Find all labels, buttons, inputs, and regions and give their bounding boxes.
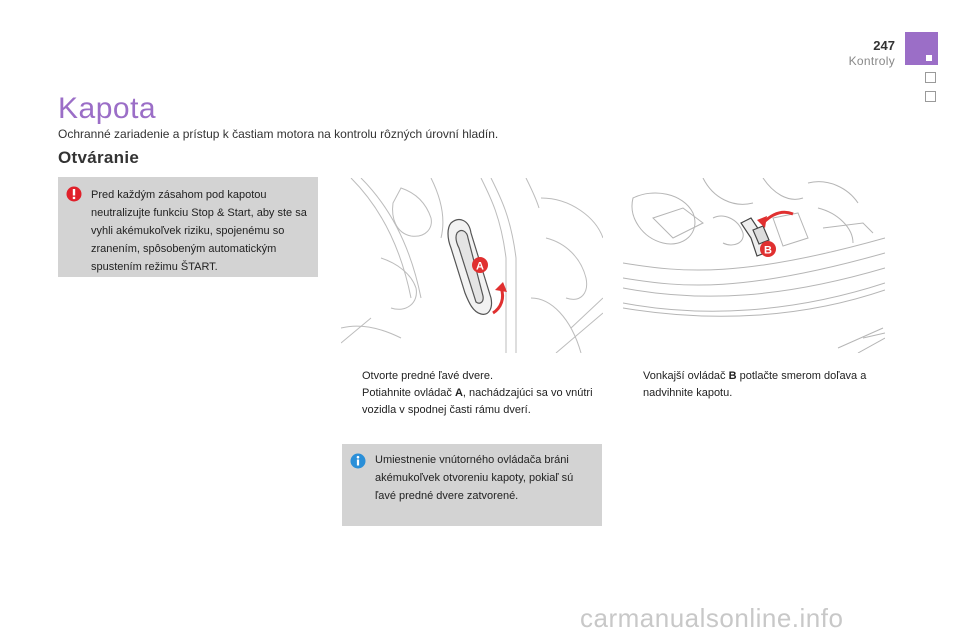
section-name: Kontroly bbox=[848, 54, 895, 68]
step-text: potlačte smerom doľava a nadvihnite kapotu. bbox=[643, 370, 867, 399]
section-tab[interactable] bbox=[925, 72, 936, 83]
control-label: A bbox=[454, 387, 463, 399]
info-text: Umiestnenie vnútorného ovládača bráni akémukoľvek otvoreniu kapoty, pokiaľ sú ľavé predné dvere zatvorené. bbox=[375, 454, 574, 502]
callout-b-label: B bbox=[764, 244, 772, 257]
section-tab-active[interactable] bbox=[905, 32, 938, 65]
door-frame-illustration bbox=[341, 178, 603, 353]
step-text: Vonkajší ovládač bbox=[643, 370, 729, 382]
step-text: Potiahnite ovládač bbox=[362, 387, 455, 399]
section-tab[interactable] bbox=[925, 91, 936, 102]
steps-list-b bbox=[623, 368, 883, 402]
steps-list-a bbox=[342, 368, 602, 419]
step-text: , nachádzajúci sa vo vnútri vozidla v spodnej časti rámu dverí. bbox=[362, 387, 593, 416]
watermark: carmanualsonline.info bbox=[580, 603, 844, 633]
page-number: 247 bbox=[873, 38, 895, 53]
section-heading: Otváranie bbox=[58, 148, 140, 167]
list-item bbox=[623, 368, 883, 402]
warning-text: Pred každým zásahom pod kapotou neutralizujte funkciu Stop & Start, aby ste sa vyhli akémukoľvek riziku, spojenému so zranením, spôsobeným automatickým spustením režimu ŠTART. bbox=[91, 189, 307, 273]
step-text: Otvorte predné ľavé dvere. bbox=[362, 370, 494, 382]
control-label: B bbox=[728, 370, 737, 382]
hood-latch-illustration bbox=[623, 178, 885, 353]
callout-a-label: A bbox=[476, 260, 484, 273]
list-item bbox=[342, 368, 602, 385]
list-item bbox=[342, 385, 602, 419]
info-icon bbox=[350, 453, 366, 469]
warning-icon bbox=[66, 186, 82, 202]
page-title: Kapota bbox=[58, 92, 157, 125]
page-subtitle: Ochranné zariadenie a prístup k častiam motora na kontrolu rôzných úrovní hladín. bbox=[58, 127, 499, 141]
tab-marker bbox=[926, 55, 932, 61]
